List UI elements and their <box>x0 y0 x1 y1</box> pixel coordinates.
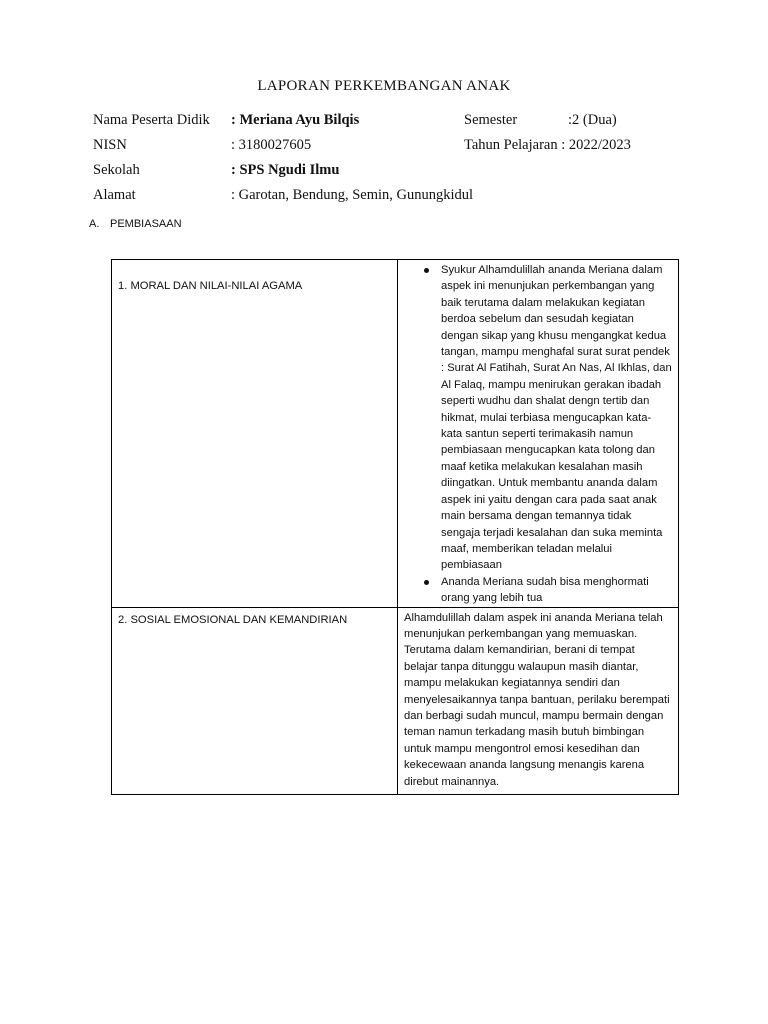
section-name: PEMBIASAAN <box>110 218 182 230</box>
nisn-value: : 3180027605 <box>231 137 312 153</box>
bullet-icon <box>424 580 429 585</box>
address-value: : Garotan, Bendung, Semin, Gunungkidul <box>231 187 474 203</box>
name-label: Nama Peserta Didik <box>93 112 210 128</box>
report-table <box>111 259 679 795</box>
aspect-cell <box>112 607 398 794</box>
bullet-list <box>398 260 678 607</box>
detail-cell <box>398 260 679 608</box>
aspect-label: 1. MORAL DAN NILAI-NILAI AGAMA <box>118 280 303 292</box>
list-item <box>398 262 672 574</box>
detail-text: Alhamdulillah dalam aspek ini ananda Meriana telah menunjukan perkembangan yang memuaskan. Terutama dalam kemandirian, berani di tempat belajar tanpa ditunggu walaupun masih diantar, mampu melakukan kegiatannya sendiri dan menyelesaikannya tanpa bantuan, perilaku berempati dan berbagi sudah muncul, mampu bermain dengan teman namun terkadang masih butuh bimbingan untuk mampu mengontrol emosi kesedihan dan kekecewaan ananda langsung menangis karena direbut mainannya. <box>404 611 670 788</box>
nisn-label: NISN <box>93 137 127 153</box>
aspect-cell <box>112 260 398 608</box>
bullet-text: Syukur Alhamdulillah ananda Meriana dalam aspek ini menunjukan perkembangan yang baik terutama dalam melakukan kegiatan berdoa sebelum dan sesudah kegiatan dengan sikap yang khusu mengangkat kedua tangan, mampu menghafal surat surat pendek : Surat Al Fatihah, Surat An Nas, Al Ikhlas, dan Al Falaq, mampu menirukan gerakan ibadah seperti wudhu dan shalat dengn tertib dan hikmat, mulai terbiasa mengucapkan kata-kata santun seperti terimakasih namun pembiasaan mengucapkan kata tolong dan maaf ketika melakukan kesalahan masih diingatkan. Untuk membantu ananda dalam aspek ini yaitu dengan cara pada saat anak main bersama dengan temannya tidak sengaja terjadi kesalahan dan suka meminta maaf, memberikan teladan melalui pembiasaan <box>441 264 672 572</box>
section-letter: A. <box>89 218 100 230</box>
bullet-icon <box>424 268 429 273</box>
school-year: Tahun Pelajaran : 2022/2023 <box>464 137 631 153</box>
semester-value: :2 (Dua) <box>568 112 617 128</box>
address-label: Alamat <box>93 187 136 203</box>
school-label: Sekolah <box>93 162 140 178</box>
table-row <box>112 607 679 794</box>
list-item <box>398 574 672 607</box>
bullet-text: Ananda Meriana sudah bisa menghormati orang yang lebih tua <box>441 575 649 605</box>
name-value: : Meriana Ayu Bilqis <box>231 112 360 128</box>
detail-cell <box>398 607 679 794</box>
table-row <box>112 260 679 608</box>
semester-label: Semester <box>464 112 518 128</box>
aspect-label: 2. SOSIAL EMOSIONAL DAN KEMANDIRIAN <box>118 613 348 626</box>
school-value: : SPS Ngudi Ilmu <box>231 162 340 178</box>
document-title: LAPORAN PERKEMBANGAN ANAK <box>257 78 511 94</box>
